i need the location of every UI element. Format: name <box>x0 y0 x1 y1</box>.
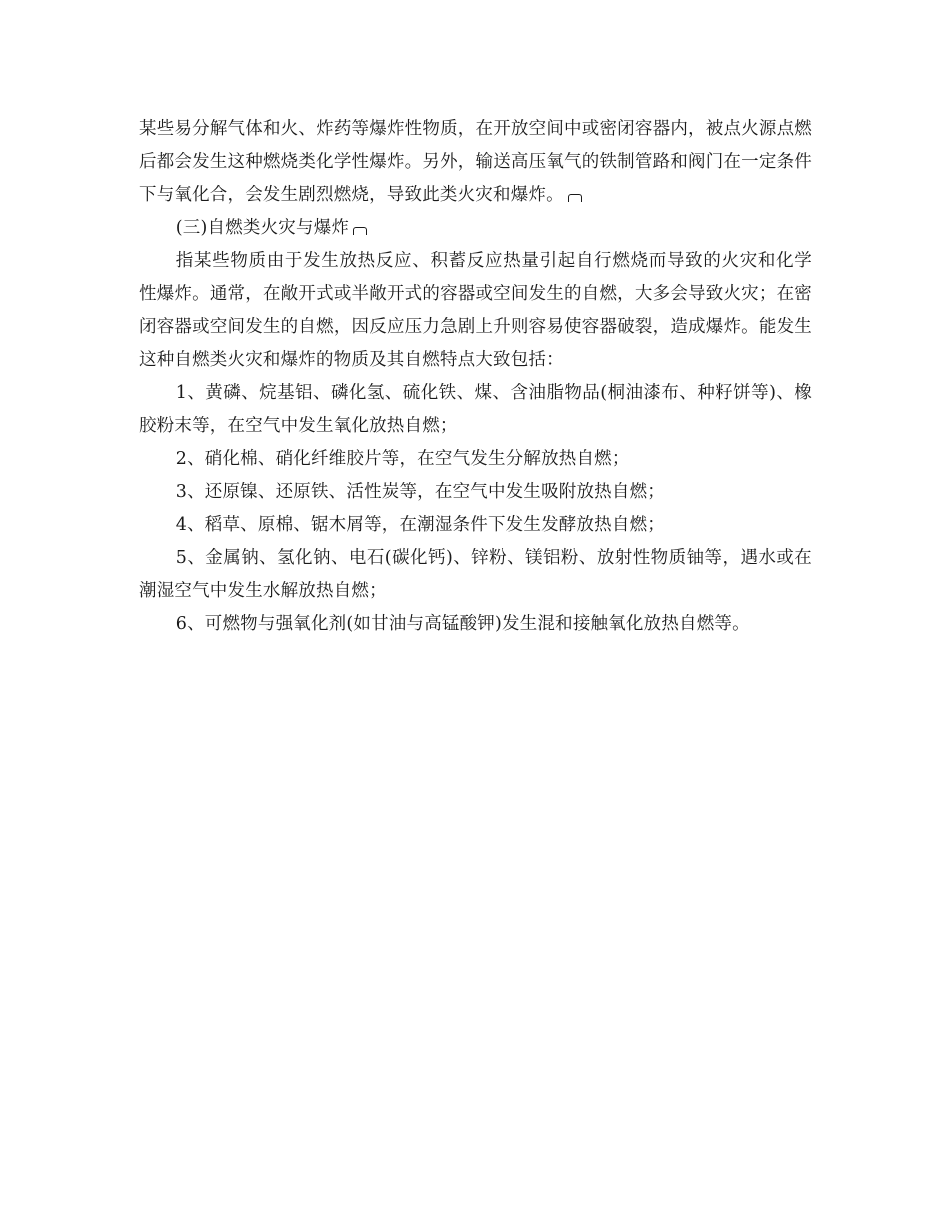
paragraph-definition <box>139 245 812 377</box>
paragraph-text: 指某些物质由于发生放热反应、积蓄反应热量引起自行燃烧而导致的火灾和化学性爆炸。通常，在敞开式或半敞开式的容器或空间发生的自燃，大多会导致火灾；在密闭容器或空间发生的自燃，因反应压力急剧上升则容易使容器破裂，造成爆炸。能发生这种自燃类火灾和爆炸的物质及其自燃特点大致包括： <box>139 251 812 370</box>
section-heading <box>139 212 812 245</box>
document-body <box>139 113 812 641</box>
list-item-text: 3、还原镍、还原铁、活性炭等，在空气中发生吸附放热自燃； <box>175 482 665 502</box>
list-item-6 <box>139 608 812 641</box>
list-item-text: 5、金属钠、氢化钠、电石(碳化钙)、锌粉、镁铝粉、放射性物质铀等，遇水或在潮湿空气中发生水解放热自燃； <box>139 548 812 601</box>
list-item-3 <box>139 476 812 509</box>
list-item-1 <box>139 377 812 443</box>
paragraph-continuation <box>139 113 812 212</box>
paragraph-mark-icon <box>568 194 582 202</box>
list-item-2 <box>139 443 812 476</box>
section-heading-text: (三)自燃类火灾与爆炸 <box>175 218 350 238</box>
paragraph-mark-icon <box>353 227 367 235</box>
list-item-text: 4、稻草、原棉、锯木屑等，在潮湿条件下发生发酵放热自燃； <box>175 515 665 535</box>
list-item-text: 2、硝化棉、硝化纤维胶片等，在空气发生分解放热自燃； <box>175 449 630 469</box>
list-item-text: 1、黄磷、烷基铝、磷化氢、硫化铁、煤、含油脂物品(桐油漆布、种籽饼等)、橡胶粉末等，在空气中发生氧化放热自燃； <box>139 383 812 436</box>
list-item-4 <box>139 509 812 542</box>
list-item-text: 6、可燃物与强氧化剂(如甘油与高锰酸钾)发生混和接触氧化放热自燃等。 <box>175 614 750 634</box>
list-item-5 <box>139 542 812 608</box>
paragraph-text: 某些易分解气体和火、炸药等爆炸性物质，在开放空间中或密闭容器内，被点火源点燃后都会发生这种燃烧类化学性爆炸。另外，输送高压氧气的铁制管路和阀门在一定条件下与氧化合，会发生剧烈燃烧，导致此类火灾和爆炸。 <box>139 119 812 205</box>
